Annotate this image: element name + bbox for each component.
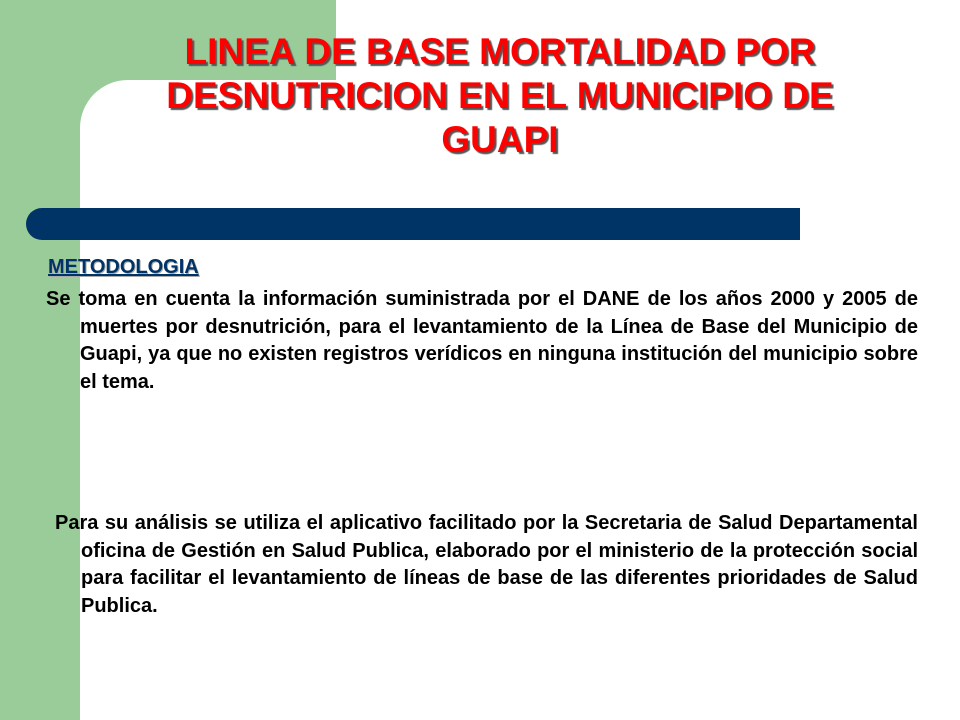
section-label: METODOLOGIA	[48, 256, 199, 278]
slide-title: LINEA DE BASE MORTALIDAD POR DESNUTRICION EN EL MUNICIPIO DE GUAPI	[166, 31, 834, 160]
title-divider-bar	[26, 208, 800, 240]
body-paragraph-methodology: Se toma en cuenta la información suministrada por el DANE de los años 2000 y 2005 de muertes por desnutrición, para el levantamiento de la Línea de Base del Municipio de Guapi, ya que no existen registros verídicos en ninguna institución del municipio sobre el tema.	[46, 288, 918, 393]
body-paragraph-analysis: Para su análisis se utiliza el aplicativo facilitado por la Secretaria de Salud Departamental oficina de Gestión en Salud Publica, elaborado por el ministerio de la protección social para facilitar el levantamiento de líneas de base de las diferentes prioridades de Salud Publica.	[55, 512, 918, 617]
